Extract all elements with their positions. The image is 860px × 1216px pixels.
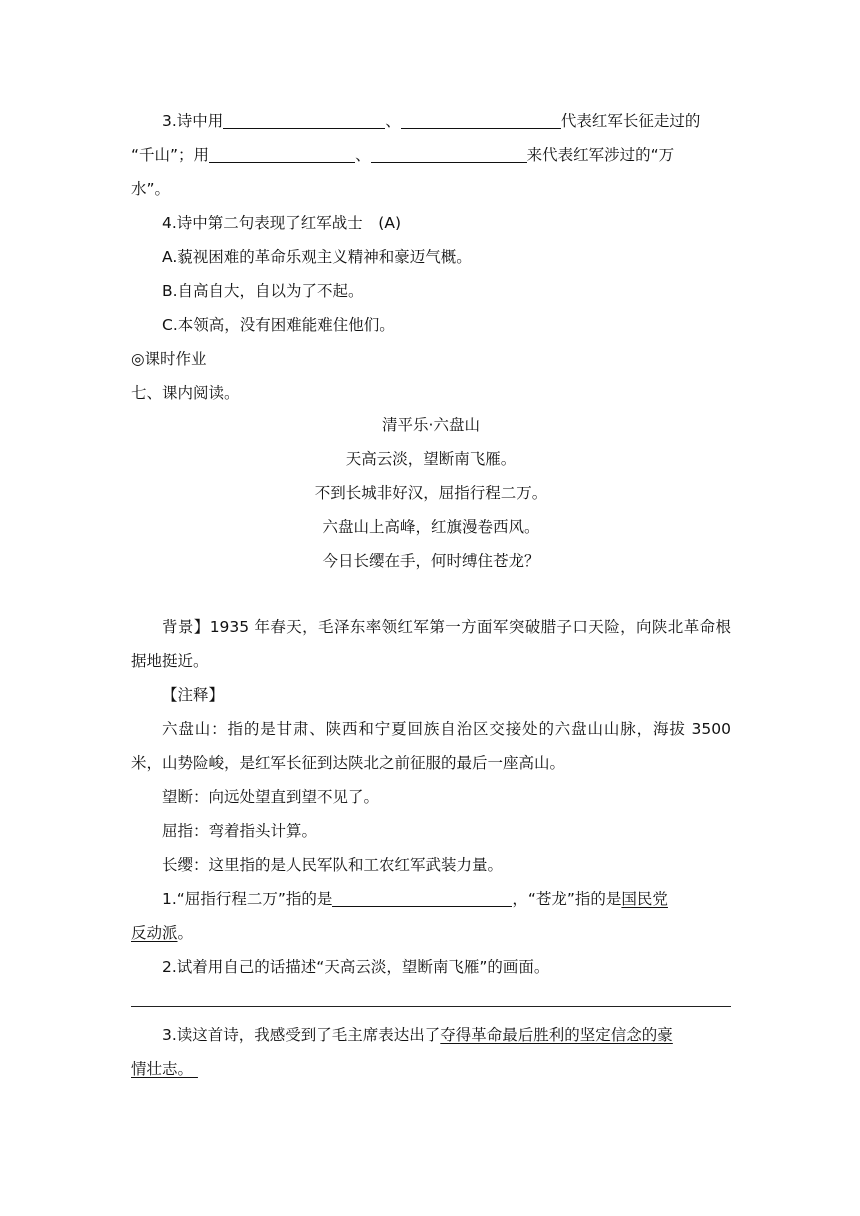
answer-line[interactable] bbox=[131, 1006, 731, 1007]
reading-question-1-line-2: 反动派。 bbox=[131, 924, 194, 942]
background-text: 背景】1935 年春天，毛泽东率领红军第一方面军突破腊子口天险，向陕北革命根据地挺近。 bbox=[131, 618, 731, 670]
option-b: B.自高自大，自以为了不起。 bbox=[162, 282, 364, 300]
reading-question-3-line-1: 3.读这首诗，我感受到了毛主席表达出了夺得革命最后胜利的坚定信念的豪 bbox=[162, 1026, 673, 1044]
question-3-line-3: 水”。 bbox=[131, 180, 171, 198]
option-a: A.藐视困难的革命乐观主义精神和豪迈气概。 bbox=[162, 248, 472, 266]
note-liupanshan: 六盘山：指的是甘肃、陕西和宁夏回族自治区交接处的六盘山山脉，海拔 3500 米，山势险峻，是红军长征到达陕北之前征服的最后一座高山。 bbox=[131, 720, 731, 772]
answer-blank[interactable] bbox=[401, 108, 561, 129]
reading-question-2: 2.试着用自己的话描述“天高云淡，望断南飞雁”的画面。 bbox=[162, 958, 550, 976]
poem-line: 六盘山上高峰，红旗漫卷西风。 bbox=[322, 518, 540, 536]
question-3-line-1: 3.诗中用 、 代表红军长征走过的 bbox=[162, 104, 731, 138]
option-c: C.本领高，没有困难能难住他们。 bbox=[162, 316, 395, 334]
poem-line: 不到长城非好汉，屈指行程二万。 bbox=[314, 484, 548, 502]
answer-blank[interactable] bbox=[371, 142, 527, 163]
reading-question-3-line-2 bbox=[131, 1052, 731, 1086]
answer-blank[interactable] bbox=[332, 886, 512, 907]
section-reading: 七、课内阅读。 bbox=[131, 384, 240, 402]
filled-answer: 反动派 bbox=[131, 924, 178, 942]
poem-line: 今日长缨在手，何时缚住苍龙？ bbox=[322, 552, 540, 570]
note-changying: 长缨：这里指的是人民军队和工农红军武装力量。 bbox=[162, 856, 504, 874]
filled-answer: 国民党 bbox=[621, 890, 668, 908]
note-quzhi: 屈指：弯着指头计算。 bbox=[162, 822, 318, 840]
answer-blank[interactable] bbox=[223, 108, 385, 129]
reading-question-1-line-1: 1.“屈指行程二万”指的是 ，“苍龙”指的是国民党 bbox=[162, 882, 731, 916]
answer-blank[interactable] bbox=[209, 142, 355, 163]
section-homework: ◎课时作业 bbox=[131, 350, 207, 368]
note-wangduan: 望断：向远处望直到望不见了。 bbox=[162, 788, 380, 806]
poem-title: 清平乐·六盘山 bbox=[382, 416, 480, 434]
filled-answer: 情壮志。 bbox=[131, 1060, 198, 1078]
question-4-stem: 4.诗中第二句表现了红军战士 (A) bbox=[162, 214, 401, 232]
notes-heading: 【注释】 bbox=[162, 686, 225, 704]
question-3-line-2: “千山”；用 、 来代表红军涉过的“万 bbox=[131, 138, 731, 172]
filled-answer: 夺得革命最后胜利的坚定信念的豪 bbox=[440, 1026, 673, 1044]
poem-line: 天高云淡，望断南飞雁。 bbox=[345, 450, 517, 468]
